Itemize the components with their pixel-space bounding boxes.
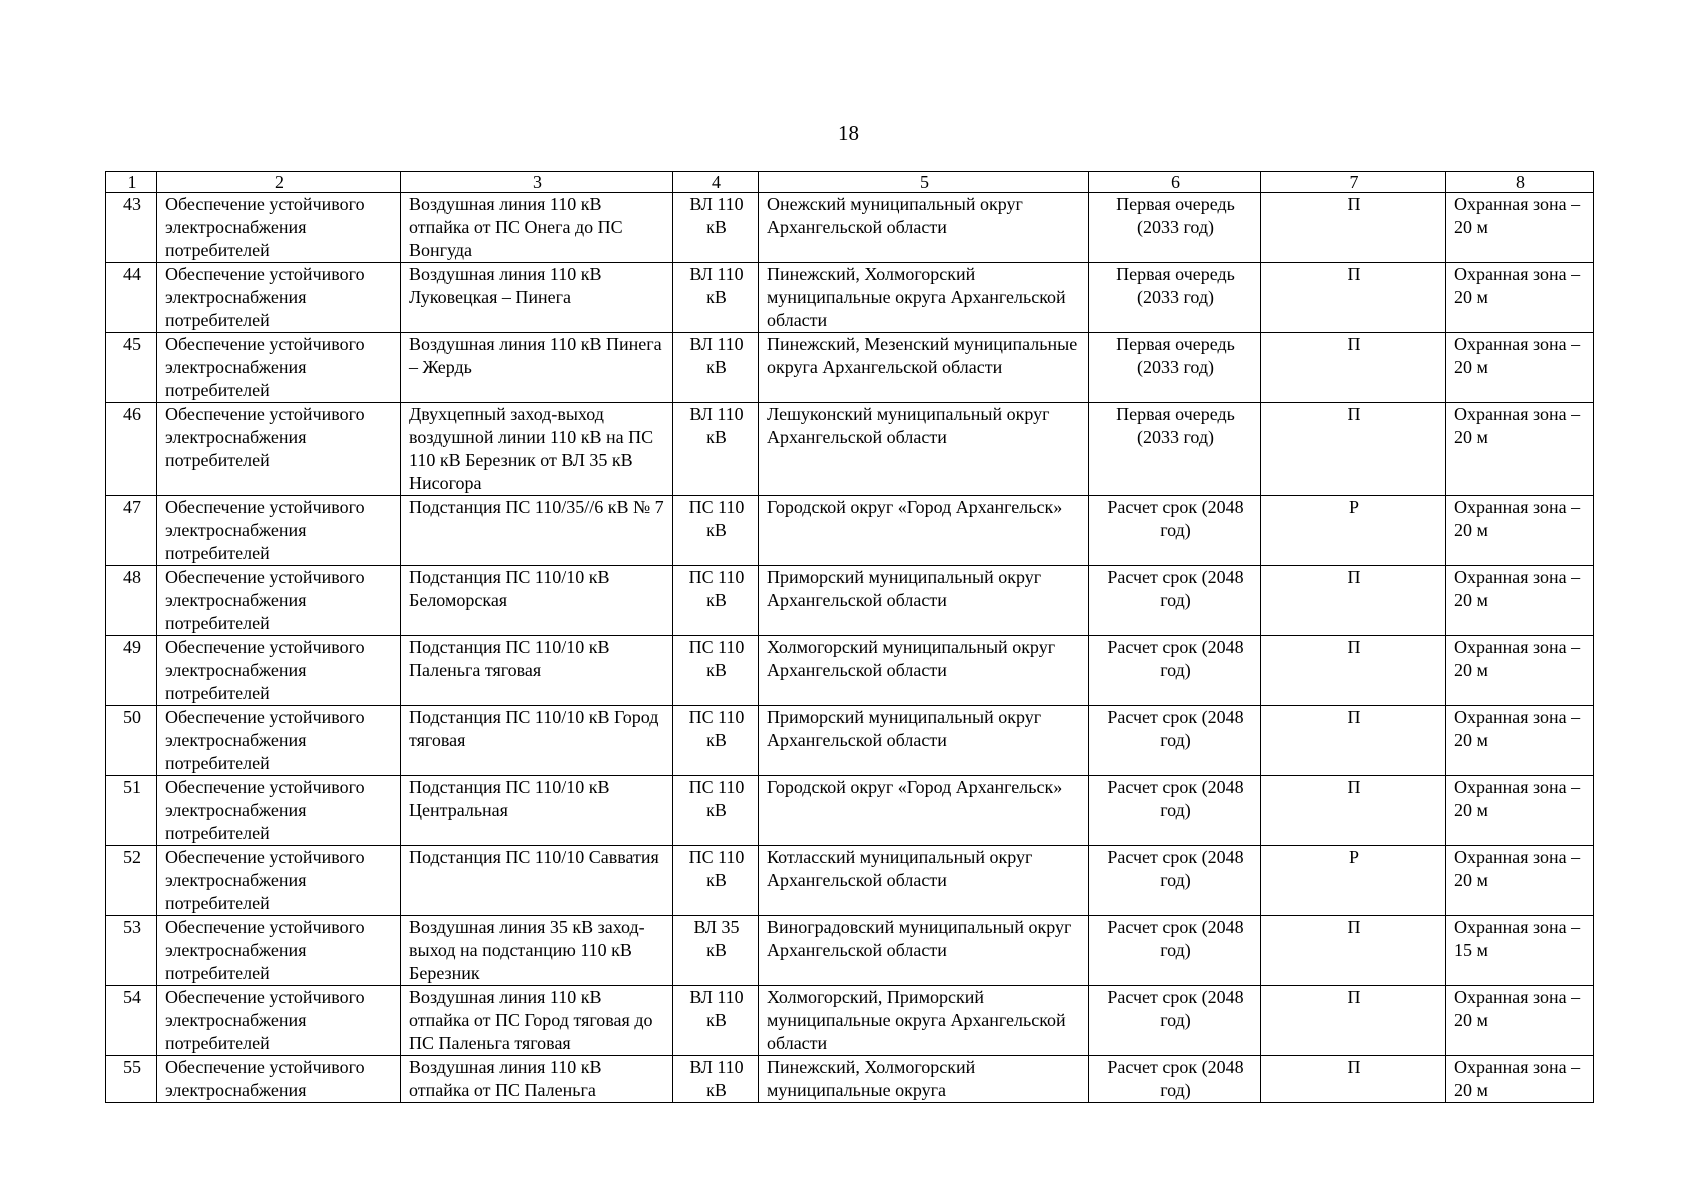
stage-cell: Расчет срок (2048 год) <box>1089 496 1261 566</box>
stage-cell: Расчет срок (2048 год) <box>1089 776 1261 846</box>
status-cell: П <box>1261 636 1446 706</box>
row-number-cell: 55 <box>106 1056 157 1103</box>
zone-cell: Охранная зона – 20 м <box>1446 1056 1594 1103</box>
header-cell: 5 <box>759 172 1089 193</box>
purpose-cell: Обеспечение устойчивого электроснабжения потребителей <box>157 566 401 636</box>
table-row <box>106 776 1594 846</box>
page-number: 18 <box>838 121 859 145</box>
status-cell: П <box>1261 986 1446 1056</box>
row-number-cell: 45 <box>106 333 157 403</box>
object-name-cell: Воздушная линия 110 кВ отпайка от ПС Паленьга <box>401 1056 673 1103</box>
object-name-cell: Подстанция ПС 110/10 кВ Паленьга тяговая <box>401 636 673 706</box>
zone-cell: Охранная зона – 20 м <box>1446 193 1594 263</box>
object-name-cell: Воздушная линия 110 кВ отпайка от ПС Онега до ПС Вонгуда <box>401 193 673 263</box>
zone-cell: Охранная зона – 15 м <box>1446 916 1594 986</box>
object-name-cell: Подстанция ПС 110/35//6 кВ № 7 <box>401 496 673 566</box>
stage-cell: Первая очередь (2033 год) <box>1089 193 1261 263</box>
object-type-cell: ПС 110 кВ <box>673 496 759 566</box>
location-cell: Виноградовский муниципальный округ Архангельской области <box>759 916 1089 986</box>
row-number-cell: 54 <box>106 986 157 1056</box>
purpose-cell: Обеспечение устойчивого электроснабжения потребителей <box>157 986 401 1056</box>
location-cell: Городской округ «Город Архангельск» <box>759 776 1089 846</box>
object-name-cell: Воздушная линия 110 кВ Луковецкая – Пинега <box>401 263 673 333</box>
object-name-cell: Двухцепный заход-выход воздушной линии 110 кВ на ПС 110 кВ Березник от ВЛ 35 кВ Нисогора <box>401 403 673 496</box>
stage-cell: Расчет срок (2048 год) <box>1089 986 1261 1056</box>
table-row <box>106 566 1594 636</box>
purpose-cell: Обеспечение устойчивого электроснабжения потребителей <box>157 706 401 776</box>
object-name-cell: Подстанция ПС 110/10 Савватия <box>401 846 673 916</box>
table-row <box>106 706 1594 776</box>
header-cell: 7 <box>1261 172 1446 193</box>
purpose-cell: Обеспечение устойчивого электроснабжения потребителей <box>157 403 401 496</box>
header-cell: 4 <box>673 172 759 193</box>
object-name-cell: Воздушная линия 35 кВ заход-выход на подстанцию 110 кВ Березник <box>401 916 673 986</box>
object-type-cell: ПС 110 кВ <box>673 566 759 636</box>
stage-cell: Первая очередь (2033 год) <box>1089 263 1261 333</box>
object-type-cell: ВЛ 110 кВ <box>673 986 759 1056</box>
row-number-cell: 48 <box>106 566 157 636</box>
row-number-cell: 53 <box>106 916 157 986</box>
location-cell: Онежский муниципальный округ Архангельской области <box>759 193 1089 263</box>
purpose-cell: Обеспечение устойчивого электроснабжения потребителей <box>157 193 401 263</box>
object-type-cell: ПС 110 кВ <box>673 846 759 916</box>
table-row <box>106 1056 1594 1103</box>
purpose-cell: Обеспечение устойчивого электроснабжения потребителей <box>157 916 401 986</box>
stage-cell: Расчет срок (2048 год) <box>1089 706 1261 776</box>
table-header-row <box>106 172 1594 193</box>
status-cell: Р <box>1261 846 1446 916</box>
table-row <box>106 496 1594 566</box>
zone-cell: Охранная зона – 20 м <box>1446 986 1594 1056</box>
location-cell: Холмогорский, Приморский муниципальные округа Архангельской области <box>759 986 1089 1056</box>
status-cell: П <box>1261 916 1446 986</box>
status-cell: Р <box>1261 496 1446 566</box>
object-type-cell: ВЛ 110 кВ <box>673 403 759 496</box>
object-type-cell: ВЛ 110 кВ <box>673 1056 759 1103</box>
object-name-cell: Воздушная линия 110 кВ отпайка от ПС Город тяговая до ПС Паленьга тяговая <box>401 986 673 1056</box>
row-number-cell: 43 <box>106 193 157 263</box>
header-cell: 3 <box>401 172 673 193</box>
object-name-cell: Подстанция ПС 110/10 кВ Беломорская <box>401 566 673 636</box>
location-cell: Приморский муниципальный округ Архангельской области <box>759 566 1089 636</box>
row-number-cell: 44 <box>106 263 157 333</box>
data-table <box>105 171 1594 1103</box>
stage-cell: Расчет срок (2048 год) <box>1089 1056 1261 1103</box>
stage-cell: Расчет срок (2048 год) <box>1089 636 1261 706</box>
status-cell: П <box>1261 403 1446 496</box>
table-row <box>106 193 1594 263</box>
table-row <box>106 333 1594 403</box>
status-cell: П <box>1261 193 1446 263</box>
status-cell: П <box>1261 776 1446 846</box>
zone-cell: Охранная зона – 20 м <box>1446 403 1594 496</box>
table-row <box>106 986 1594 1056</box>
object-type-cell: ВЛ 35 кВ <box>673 916 759 986</box>
stage-cell: Расчет срок (2048 год) <box>1089 566 1261 636</box>
header-cell: 2 <box>157 172 401 193</box>
object-name-cell: Подстанция ПС 110/10 кВ Город тяговая <box>401 706 673 776</box>
stage-cell: Расчет срок (2048 год) <box>1089 846 1261 916</box>
zone-cell: Охранная зона – 20 м <box>1446 263 1594 333</box>
row-number-cell: 47 <box>106 496 157 566</box>
object-type-cell: ПС 110 кВ <box>673 636 759 706</box>
location-cell: Лешуконский муниципальный округ Архангельской области <box>759 403 1089 496</box>
row-number-cell: 49 <box>106 636 157 706</box>
zone-cell: Охранная зона – 20 м <box>1446 496 1594 566</box>
object-type-cell: ПС 110 кВ <box>673 776 759 846</box>
table-row <box>106 846 1594 916</box>
purpose-cell: Обеспечение устойчивого электроснабжения потребителей <box>157 263 401 333</box>
stage-cell: Первая очередь (2033 год) <box>1089 403 1261 496</box>
stage-cell: Первая очередь (2033 год) <box>1089 333 1261 403</box>
location-cell: Пинежский, Мезенский муниципальные округа Архангельской области <box>759 333 1089 403</box>
row-number-cell: 51 <box>106 776 157 846</box>
location-cell: Котласский муниципальный округ Архангельской области <box>759 846 1089 916</box>
header-cell: 6 <box>1089 172 1261 193</box>
table-row <box>106 403 1594 496</box>
purpose-cell: Обеспечение устойчивого электроснабжения потребителей <box>157 496 401 566</box>
status-cell: П <box>1261 566 1446 636</box>
table-row <box>106 636 1594 706</box>
header-cell: 8 <box>1446 172 1594 193</box>
table-row <box>106 916 1594 986</box>
row-number-cell: 50 <box>106 706 157 776</box>
row-number-cell: 52 <box>106 846 157 916</box>
location-cell: Холмогорский муниципальный округ Архангельской области <box>759 636 1089 706</box>
zone-cell: Охранная зона – 20 м <box>1446 706 1594 776</box>
purpose-cell: Обеспечение устойчивого электроснабжения потребителей <box>157 846 401 916</box>
object-type-cell: ВЛ 110 кВ <box>673 193 759 263</box>
object-type-cell: ВЛ 110 кВ <box>673 263 759 333</box>
object-name-cell: Подстанция ПС 110/10 кВ Центральная <box>401 776 673 846</box>
location-cell: Пинежский, Холмогорский муниципальные округа Архангельской области <box>759 263 1089 333</box>
row-number-cell: 46 <box>106 403 157 496</box>
zone-cell: Охранная зона – 20 м <box>1446 636 1594 706</box>
zone-cell: Охранная зона – 20 м <box>1446 333 1594 403</box>
header-cell: 1 <box>106 172 157 193</box>
purpose-cell: Обеспечение устойчивого электроснабжения потребителей <box>157 333 401 403</box>
status-cell: П <box>1261 1056 1446 1103</box>
purpose-cell: Обеспечение устойчивого электроснабжения <box>157 1056 401 1103</box>
object-type-cell: ПС 110 кВ <box>673 706 759 776</box>
table-body <box>106 172 1594 1103</box>
location-cell: Приморский муниципальный округ Архангельской области <box>759 706 1089 776</box>
zone-cell: Охранная зона – 20 м <box>1446 846 1594 916</box>
object-type-cell: ВЛ 110 кВ <box>673 333 759 403</box>
object-name-cell: Воздушная линия 110 кВ Пинега – Жердь <box>401 333 673 403</box>
table-row <box>106 263 1594 333</box>
location-cell: Городской округ «Город Архангельск» <box>759 496 1089 566</box>
stage-cell: Расчет срок (2048 год) <box>1089 916 1261 986</box>
location-cell: Пинежский, Холмогорский муниципальные округа <box>759 1056 1089 1103</box>
status-cell: П <box>1261 706 1446 776</box>
zone-cell: Охранная зона – 20 м <box>1446 776 1594 846</box>
purpose-cell: Обеспечение устойчивого электроснабжения потребителей <box>157 636 401 706</box>
status-cell: П <box>1261 333 1446 403</box>
purpose-cell: Обеспечение устойчивого электроснабжения потребителей <box>157 776 401 846</box>
status-cell: П <box>1261 263 1446 333</box>
zone-cell: Охранная зона – 20 м <box>1446 566 1594 636</box>
